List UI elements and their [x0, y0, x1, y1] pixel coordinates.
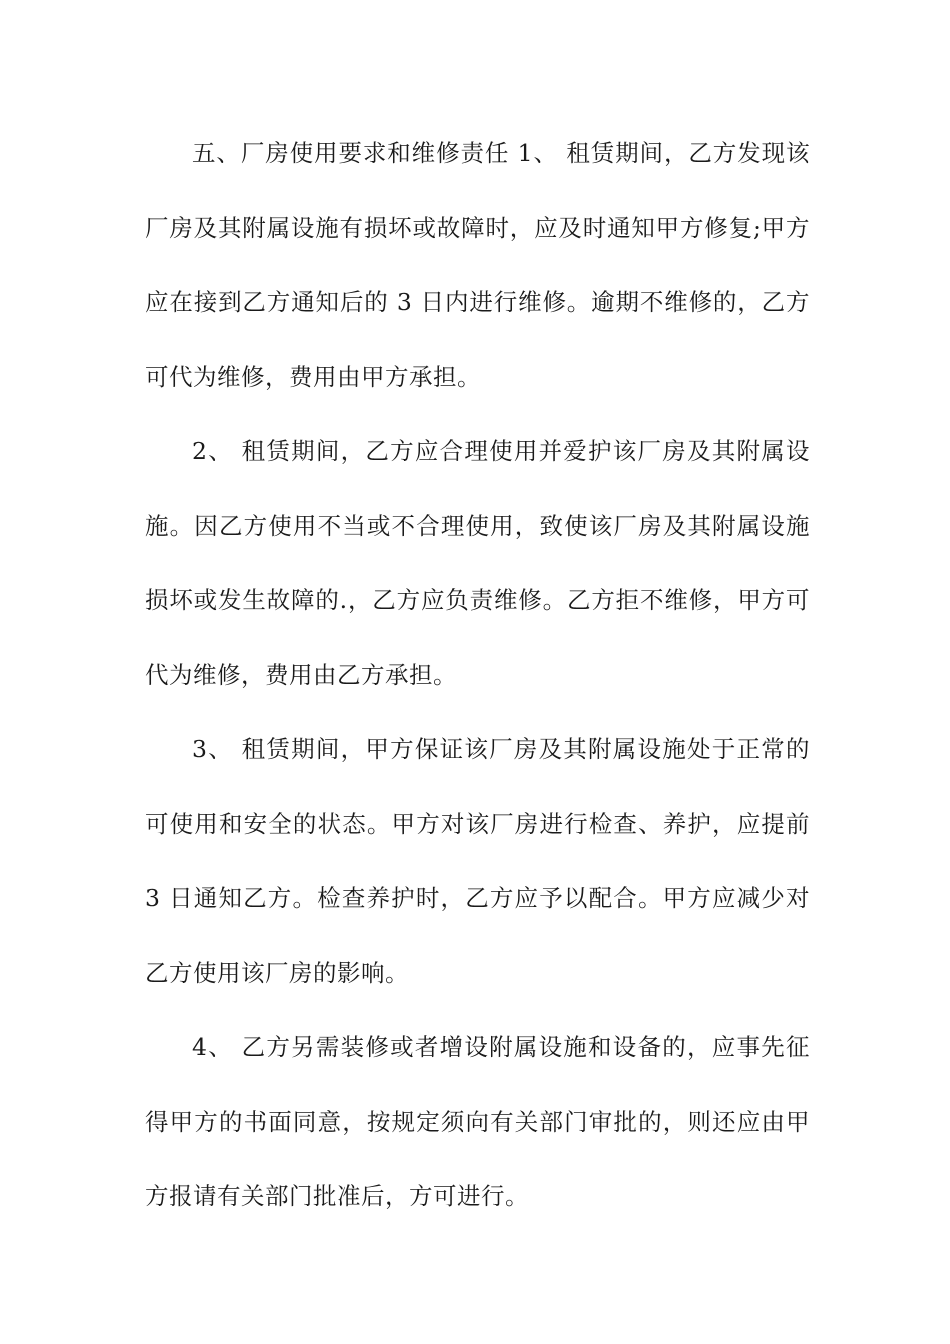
- paragraph-maintenance-clause-4: 4、 乙方另需装修或者增设附属设施和设备的，应事先征得甲方的书面同意，按规定须向有关部门审批的，则还应由甲方报请有关部门批准后，方可进行。: [145, 1033, 810, 1210]
- paragraph-maintenance-clause-2: 2、 租赁期间，乙方应合理使用并爱护该厂房及其附属设施。因乙方使用不当或不合理使用，致使该厂房及其附属设施损坏或发生故障的.，乙方应负责维修。乙方拒不维修，甲方可代为维修，费用由乙方承担。: [145, 437, 810, 689]
- paragraph-maintenance-clause-3: 3、 租赁期间，甲方保证该厂房及其附属设施处于正常的可使用和安全的状态。甲方对该厂房进行检查、养护，应提前 3 日通知乙方。检查养护时，乙方应予以配合。甲方应减少对乙方使用该厂房的影响。: [145, 735, 810, 987]
- paragraph-maintenance-clause-1: 五、厂房使用要求和维修责任 1、 租赁期间，乙方发现该厂房及其附属设施有损坏或故障时，应及时通知甲方修复;甲方应在接到乙方通知后的 3 日内进行维修。逾期不维修的，乙方可代为维修，费用由甲方承担。: [145, 139, 810, 391]
